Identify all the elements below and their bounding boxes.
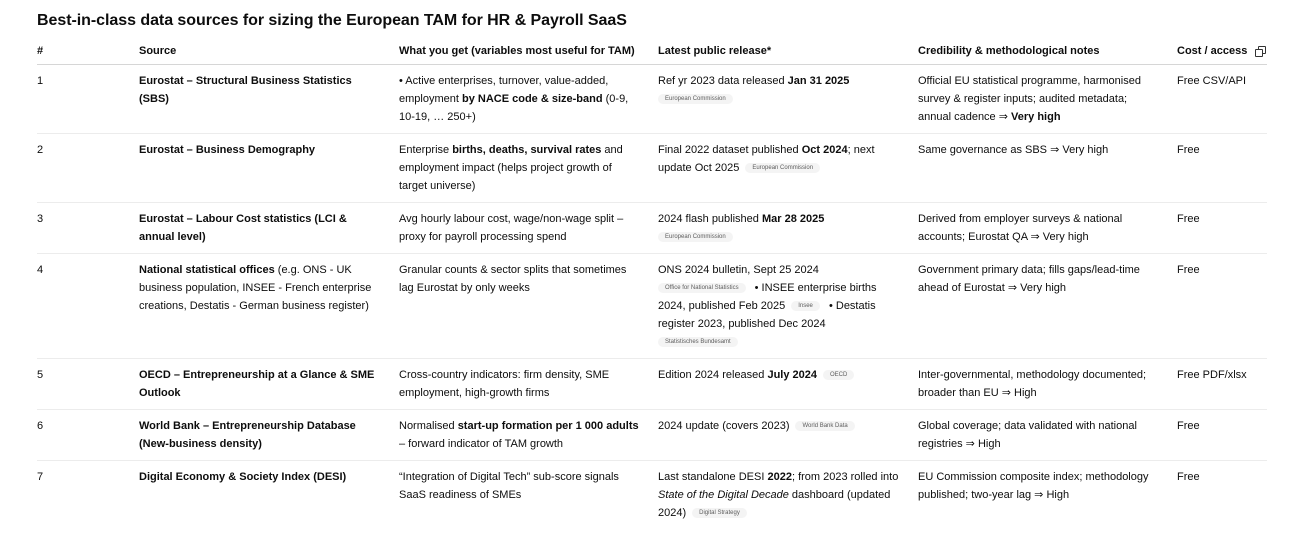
table-row — [37, 65, 1267, 134]
cell-source: World Bank – Entrepreneurship Database (New-business density) — [139, 410, 399, 461]
text-bold: start-up formation per 1 000 adults — [457, 420, 639, 432]
cell-credibility: Inter-governmental, methodology documented; broader than EU ⇒ High — [918, 359, 1177, 410]
text: • INSEE enterprise births 2024, published Feb 2025 — [658, 282, 877, 312]
cell-release — [658, 254, 918, 359]
header-what: What you get (variables most useful for TAM) — [399, 38, 658, 65]
header-credibility: Credibility & methodological notes — [918, 38, 1177, 65]
text-bold: by NACE code & size-band — [461, 93, 603, 105]
cell-cost: Free — [1177, 203, 1267, 254]
cell-release — [658, 410, 918, 461]
table-row — [37, 254, 1267, 359]
text-bold: National statistical offices — [139, 264, 275, 276]
text: (0-9, 10-19, … 250+) — [399, 93, 629, 123]
citation-chip[interactable]: Insee — [791, 301, 820, 311]
header-cost-label: Cost / access — [1177, 45, 1248, 57]
table-header-row — [37, 38, 1267, 65]
text-bold: Jan 31 2025 — [787, 75, 850, 87]
citation-chip[interactable]: World Bank Data — [795, 421, 854, 431]
text: Official EU statistical programme, harmonised survey & register inputs; audited metadata; annual cadence ⇒ — [918, 75, 1141, 123]
cell-credibility: EU Commission composite index; methodology published; two-year lag ⇒ High — [918, 471, 1149, 501]
text: • Active enterprises, turnover, value-added, employment — [399, 75, 609, 105]
table-row — [37, 203, 1267, 254]
table-row — [37, 410, 1267, 461]
cell-num: 5 — [37, 359, 139, 410]
cell-num: 3 — [37, 203, 139, 254]
citation-chip[interactable]: European Commission — [658, 94, 733, 104]
header-cost — [1177, 38, 1267, 65]
citation-chip[interactable]: OECD — [823, 370, 854, 380]
header-num: # — [37, 38, 139, 65]
text-italic: State of the Digital Decade — [658, 489, 789, 501]
text-bold: Very high — [1011, 111, 1061, 123]
text: Last standalone DESI — [658, 471, 768, 483]
cell-cost: Free — [1177, 410, 1267, 461]
text: Final 2022 dataset published — [658, 144, 802, 156]
cell-what: Avg hourly labour cost, wage/non-wage split – proxy for payroll processing spend — [399, 203, 658, 254]
cell-num: 2 — [37, 134, 139, 203]
cell-cost: Free — [1177, 134, 1267, 203]
cell-what — [399, 134, 658, 203]
cell-release — [658, 134, 918, 203]
text-bold: births, deaths, survival rates — [452, 144, 602, 156]
cell-source: Eurostat – Structural Business Statistics (SBS) — [139, 65, 399, 134]
citation-chip[interactable]: Digital Strategy — [692, 508, 747, 518]
cell-credibility — [918, 65, 1177, 134]
cell-release — [658, 65, 918, 134]
text: Normalised — [399, 420, 458, 432]
cell-num: 1 — [37, 65, 139, 134]
page-title: Best-in-class data sources for sizing the European TAM for HR & Payroll SaaS — [37, 12, 627, 29]
cell-what: “Integration of Digital Tech” sub-score signals SaaS readiness of SMEs — [399, 471, 619, 501]
citation-chip[interactable]: European Commission — [658, 232, 733, 242]
cell-what: Granular counts & sector splits that sometimes lag Eurostat by only weeks — [399, 254, 658, 359]
text: 2024 update (covers 2023) — [658, 420, 790, 432]
table-row — [37, 134, 1267, 203]
cell-cost: Free CSV/API — [1177, 65, 1267, 134]
cell-release — [658, 203, 918, 254]
cell-num: 7 — [37, 471, 44, 483]
cell-what: Cross-country indicators: firm density, SME employment, high-growth firms — [399, 359, 658, 410]
text-bold: Oct 2024 — [801, 144, 848, 156]
text: (e.g. ONS - UK business population, INSEE - French enterprise creations, Destatis - German business register) — [139, 264, 372, 312]
table-row — [37, 359, 1267, 410]
cell-source: Eurostat – Labour Cost statistics (LCI & annual level) — [139, 203, 399, 254]
citation-chip[interactable]: Statistisches Bundesamt — [658, 337, 738, 347]
cell-what — [399, 410, 658, 461]
cell-credibility: Same governance as SBS ⇒ Very high — [918, 134, 1177, 203]
text: Enterprise — [399, 144, 453, 156]
cell-source: OECD – Entrepreneurship at a Glance & SME Outlook — [139, 359, 399, 410]
text: ; next update Oct 2025 — [658, 144, 875, 174]
citation-chip[interactable]: Office for National Statistics — [658, 283, 746, 293]
cell-release — [658, 461, 918, 530]
text: and employment impact (helps project growth of target universe) — [399, 144, 623, 192]
text-bold: 2022 — [767, 471, 792, 483]
text: 2024 flash published — [658, 213, 762, 225]
cell-source: Digital Economy & Society Index (DESI) — [139, 471, 347, 483]
cell-source — [139, 254, 399, 359]
text: Ref yr 2023 data released — [658, 75, 788, 87]
header-source: Source — [139, 38, 399, 65]
text: – forward indicator of TAM growth — [399, 438, 564, 450]
text: ONS 2024 bulletin, Sept 25 2024 — [658, 264, 819, 276]
text: ; from 2023 rolled into — [791, 471, 899, 483]
citation-chip[interactable]: European Commission — [745, 163, 820, 173]
cell-source: Eurostat – Business Demography — [139, 134, 399, 203]
header-release: Latest public release* — [658, 38, 918, 65]
cell-credibility: Government primary data; fills gaps/lead-time ahead of Eurostat ⇒ Very high — [918, 254, 1177, 359]
cell-cost: Free — [1177, 254, 1267, 359]
cell-num: 6 — [37, 410, 139, 461]
cell-credibility: Derived from employer surveys & national accounts; Eurostat QA ⇒ Very high — [918, 203, 1177, 254]
text-bold: Mar 28 2025 — [761, 213, 825, 225]
text: • Destatis register 2023, published Dec 2024 — [658, 300, 876, 330]
cell-credibility: Global coverage; data validated with national registries ⇒ High — [918, 410, 1177, 461]
text-bold: July 2024 — [767, 369, 818, 381]
cell-cost: Free PDF/xlsx — [1177, 359, 1267, 410]
cell-cost: Free — [1177, 471, 1200, 483]
table-row — [37, 461, 1267, 530]
cell-num: 4 — [37, 254, 139, 359]
cell-what — [399, 65, 658, 134]
data-sources-table — [37, 38, 1267, 529]
text: dashboard (updated 2024) — [658, 489, 891, 519]
cell-release — [658, 359, 918, 410]
copy-icon[interactable] — [1255, 46, 1264, 55]
text: Edition 2024 released — [658, 369, 768, 381]
